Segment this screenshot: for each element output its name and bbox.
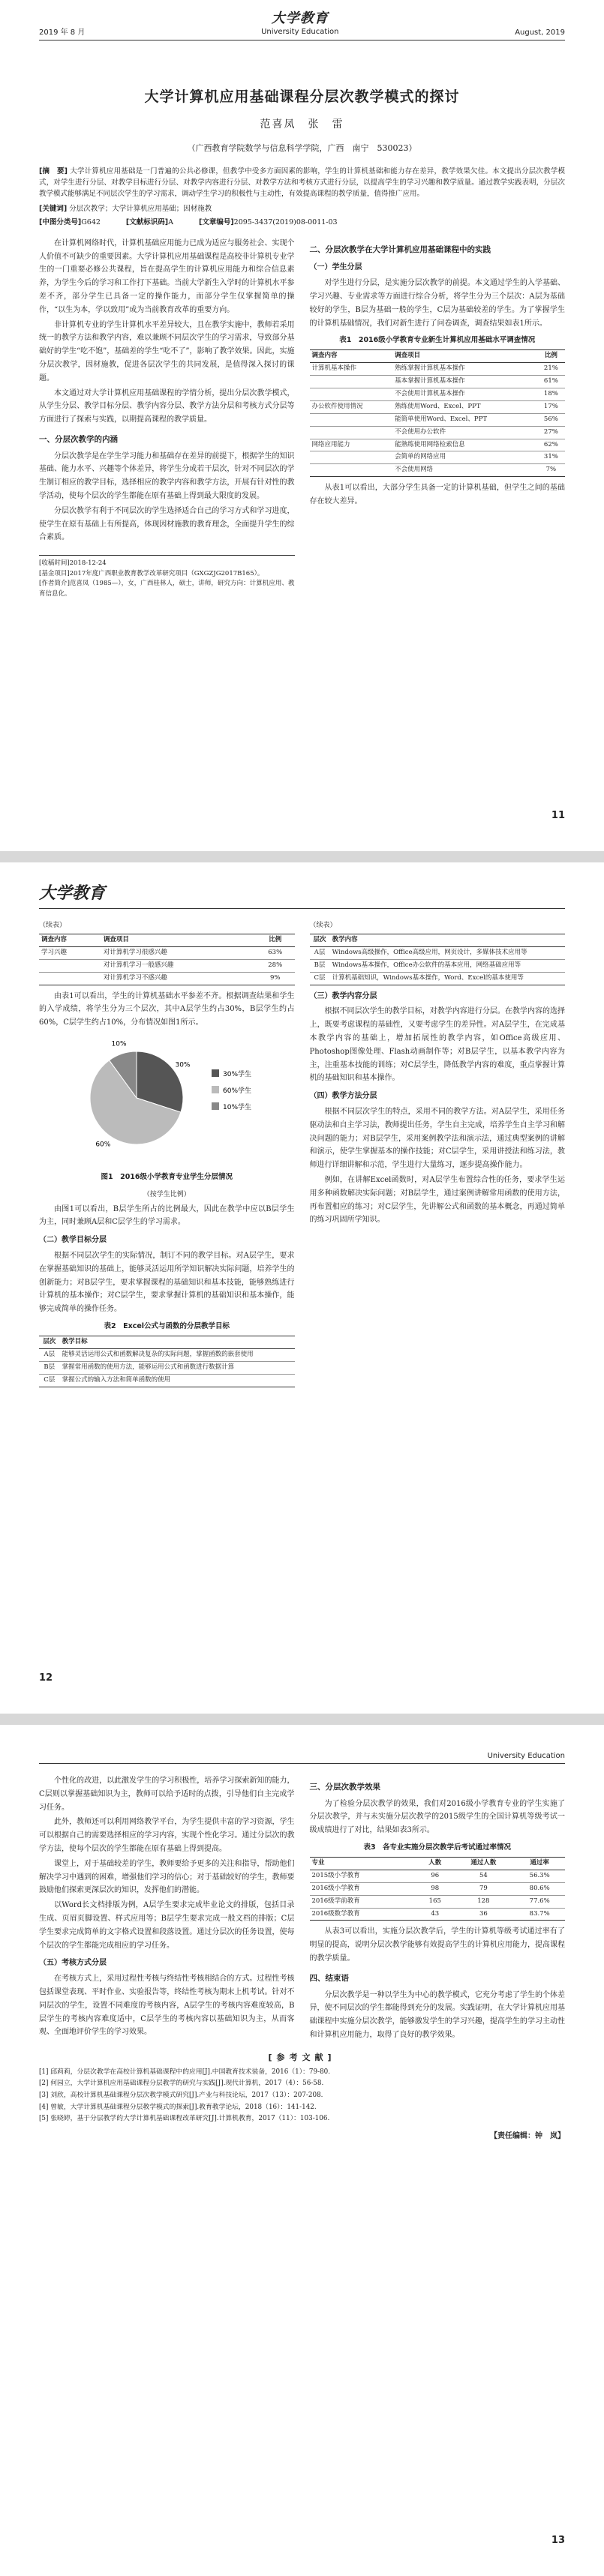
- table-cell: 不会使用计算机基本操作: [392, 388, 537, 401]
- table-cell: 56%: [537, 413, 565, 426]
- legend-swatch: [212, 1102, 219, 1110]
- abstract: [39, 166, 565, 200]
- legend-label: 60%学生: [223, 1087, 252, 1095]
- table-cell: 2015级小学教育: [310, 1870, 418, 1882]
- table-cell: 熟练使用Word、Excel、PPT: [392, 400, 537, 413]
- cls-label: [中图分类号]: [39, 217, 82, 226]
- table-header: 调查项目: [101, 934, 256, 947]
- table-cell: 会简单的网络应用: [392, 451, 537, 464]
- table-row: [39, 946, 295, 959]
- art-value: 2095-3437(2019)08-0011-03: [233, 217, 338, 226]
- table-row: [39, 1374, 295, 1387]
- paragraph: 从表3可以看出，实施分层次教学后，学生的计算机等级考试通过率有了明显的提高，说明分层次教学能够有效提高学生的计算机应用能力，提高课程的教学质量。: [309, 1927, 565, 1963]
- table-cell: 2016级数学教育: [310, 1908, 418, 1921]
- table-cell: B层: [310, 959, 330, 972]
- table-header: 通过率: [514, 1857, 565, 1870]
- table-header: 调查内容: [39, 934, 101, 947]
- page-3: [0, 1725, 604, 2576]
- paragraph: 由表1可以看出，学生的计算机基础水平参差不齐。根据调查结果和学生的入学成绩，将学生分为三个层次，其中A层学生约占30%，B层学生约占60%，C层学生约占10%，分布情况如图1所示。: [39, 991, 295, 1027]
- table-cell: Windows高级操作，Office高级应用，网页设计，多媒体技术应用等: [330, 946, 565, 959]
- table-cell: 28%: [256, 959, 295, 972]
- table-cell: 对计算机学习很感兴趣: [101, 946, 256, 959]
- table-cell: 17%: [537, 400, 565, 413]
- paragraph: 根据不同层次学生的教学目标，对教学内容进行分层。在教学内容的选择上，既要考虑课程的基础性，又要考虑学生的差异性。对A层学生，在完成基本教学内容的基础上，增加拓展性的教学内容，如Office高级应用、Photoshop图像处理、Flash动画制作等；对B层学生，以基本教学内容为主，注重基本技能的训练；对C层学生，降低教学内容的难度，重点掌握计算机的基础知识和基本操作。: [309, 1007, 565, 1083]
- footnotes: [39, 555, 295, 599]
- table-row: [39, 1361, 295, 1374]
- table-cell: 基本掌握计算机基本操作: [392, 376, 537, 388]
- reference-item: [2] 何园立，大学计算机应用基础课程分层教学的研究与实践[J].现代计算机，2017（4）：56-58.: [39, 2080, 324, 2088]
- table-cell: A层: [39, 1348, 60, 1361]
- table-cell: 对计算机学习不感兴趣: [101, 972, 256, 985]
- running-header: [39, 862, 565, 909]
- reference-item: [3] 刘欣，高校计算机基础课程分层次教学模式研究[J].产业与科技论坛，2017（13）：207-208.: [39, 2091, 323, 2099]
- paragraph: 分层次教学是在学生学习能力和基础存在差异的前提下，根据学生的知识基础、能力水平、兴趣等个体差异，将学生分成若干层次，针对不同层次的学生制订相应的教学目标，选择相应的教学内容和教学方法，开展有针对性的教学活动，使每个层次的学生都能在原有基础上得到最大限度的发展。: [39, 451, 295, 500]
- table-cell: 83.7%: [514, 1908, 565, 1921]
- table-cell: B层: [39, 1361, 60, 1374]
- content-table: [310, 934, 566, 985]
- table-cell: 61%: [537, 376, 565, 388]
- table-cell: 学习兴趣: [39, 946, 101, 959]
- table-cell: [39, 959, 101, 972]
- table-cell: [310, 426, 393, 439]
- issue-date: 2019 年 8 月: [39, 28, 86, 37]
- article-authors: 范喜凤 张 雷: [260, 118, 344, 130]
- page2-right-column: [310, 919, 566, 1387]
- table-row: [310, 388, 566, 401]
- paragraph: 个性化的改进，以此激发学生的学习积极性，培养学习探索新知的能力，C层则以掌握基础知识为主，教师可以给予适时的点拨，引导他们自主完成学习任务。: [39, 1777, 295, 1812]
- pie-caption: 图1 2016级小学教育专业学生分层情况: [101, 1172, 233, 1181]
- journal-logo: 大学教育: [271, 10, 329, 26]
- table-cell: 21%: [537, 363, 565, 376]
- abstract-label: [摘 要]: [39, 167, 68, 175]
- classification-row: [39, 216, 565, 226]
- table-cell: 18%: [537, 388, 565, 401]
- paragraph: 在计算机网络时代，计算机基础应用能力已成为适应与服务社会、实现个人价值不可缺少的重要因素。大学计算机应用基础课程是高校非计算机专业学生的一门重要必修公共课程，旨在提高学生的计算机应用能力和综合信息素养，为学生今后的学习和工作打下基础。当前大学新生入学时的计算机水平参差不齐，部分学生已具备一定的操作能力，而部分学生仅掌握简单的操作，“以生为本，学以致用”成为当前教育改革的重要方向。: [39, 238, 295, 314]
- table2: [39, 1336, 295, 1387]
- table-header: 调查内容: [310, 350, 393, 363]
- paragraph: 例如，在讲解Excel函数时，对A层学生布置综合性的任务，要求学生运用多种函数解决实际问题；对B层学生，通过案例讲解常用函数的使用方法，再布置相应的练习；对C层学生，先讲解公式和函数的基本概念，再通过简单的练习巩固所学知识。: [309, 1175, 565, 1225]
- doc-label: [文献标识码]: [125, 217, 169, 226]
- page-number: 12: [39, 1672, 53, 1684]
- pie-note: （按学生比例）: [143, 1190, 191, 1198]
- legend-swatch: [212, 1069, 219, 1077]
- table3-caption: 表3 各专业实施分层次教学后考试通过率情况: [363, 1843, 512, 1852]
- paragraph: 此外，教师还可以利用网络教学平台，为学生提供丰富的学习资源，学生可以根据自己的需要选择相应的学习内容，实现个性化学习。通过分层次的教学方法，使每个层次的学生都能在原有基础上得到提高。: [39, 1818, 295, 1853]
- table-cell: 98: [417, 1882, 452, 1895]
- paragraph: 课堂上，对于基础较差的学生，教师要给予更多的关注和指导，帮助他们解决学习中遇到的困难，增强他们学习的信心；对于基础较好的学生，教师要鼓励他们探索更深层次的知识，发挥他们的潜能。: [39, 1859, 295, 1895]
- responsible-editor: 【责任编辑：钟 岚】: [490, 2131, 565, 2140]
- table-cell: 2016级小学教育: [310, 1882, 418, 1895]
- table-continued-label: （续表）: [39, 922, 67, 929]
- table-continued-label: （续表）: [309, 922, 337, 929]
- table-row: [310, 451, 566, 464]
- subsection-heading: （五）考核方式分层: [39, 1959, 107, 1968]
- table-cell: 掌握公式的输入方法和简单函数的使用: [60, 1374, 295, 1387]
- table-row: [310, 1882, 566, 1895]
- cls-value: G642: [81, 217, 101, 226]
- table-cell: Windows基本操作，Office办公软件的基本应用，网络基础应用等: [330, 959, 565, 972]
- table-cell: 79: [452, 1882, 514, 1895]
- table-cell: 能简单使用Word、Excel、PPT: [392, 413, 537, 426]
- paragraph: 对学生进行分层，是实施分层次教学的前提。本文通过学生的入学基础、学习兴趣、专业需求等方面进行综合分析，将学生分为三个层次：A层为基础较好的学生，B层为基础一般的学生，C层为基础较差的学生。为了掌握学生的计算机基础情况，我们对新生进行了问卷调查，调查结果如表1所示。: [309, 279, 565, 328]
- legend-swatch: [212, 1086, 219, 1093]
- table1-caption: 表1 2016级小学教育专业新生计算机应用基础水平调查情况: [339, 336, 536, 345]
- section-heading: 一、分层次教学的内涵: [39, 434, 118, 444]
- table-header: 层次: [39, 1336, 60, 1348]
- table3: [310, 1857, 566, 1921]
- table-header: 调查项目: [392, 350, 537, 363]
- table-row: [39, 1348, 295, 1361]
- page-number: 13: [551, 2535, 565, 2546]
- table-cell: 9%: [256, 972, 295, 985]
- pie-chart: [39, 1034, 295, 1167]
- table-cell: [310, 464, 393, 477]
- table-cell: C层: [310, 972, 330, 985]
- paragraph: 非计算机专业的学生计算机水平差异较大，且在教学实施中，教师若采用统一的教学方法和教学内容，难以兼顾不同层次学生的学习需求，导致部分基础好的学生“吃不饱”，基础差的学生“吃不了”，影响了教学效果。因此，实施分层次教学，因材施教，促进各层次学生的共同发展，是值得深入探讨的课题。: [39, 320, 295, 382]
- table-cell: [310, 413, 393, 426]
- subsection-heading: （四）教学方法分层: [309, 1092, 377, 1101]
- journal-name-en: University Education: [261, 28, 339, 36]
- paragraph: 在考核方式上，采用过程性考核与终结性考核相结合的方式。过程性考核包括课堂表现、平时作业、实验报告等，终结性考核为期末上机考试。针对不同层次的学生，设置不同难度的考核内容，A层学生的考核内容难度较高，B层学生的考核内容难度适中，C层学生的考核内容以基础知识为主，从而客观、全面地评价学生的学习效果。: [39, 1975, 295, 2037]
- table-header: 人数: [417, 1857, 452, 1870]
- table-cell: 7%: [537, 464, 565, 477]
- table-row: [310, 400, 566, 413]
- paragraph: 分层次教学是一种以学生为中心的教学模式，它充分考虑了学生的个体差异，使不同层次的学生都能得到充分的发展。实践证明，在大学计算机应用基础课程中实施分层次教学，能够激发学生的学习兴趣，提高学生的学习主动性和计算机应用能力，取得了良好的教学效果。: [309, 1990, 565, 2039]
- table-row: [310, 426, 566, 439]
- reference-item: [1] 邱莉莉，分层次教学在高校计算机基础课程中的应用[J].中国教育技术装备，2016（1）：79-80.: [39, 2068, 331, 2076]
- table-row: [310, 376, 566, 388]
- table-cell: 96: [417, 1870, 452, 1882]
- legend-label: 10%学生: [223, 1103, 252, 1111]
- table-cell: 63%: [256, 946, 295, 959]
- pie-slice-label: 60%: [95, 1141, 111, 1149]
- section-heading: 四、结束语: [309, 1973, 349, 1983]
- subsection-heading: （一）学生分层: [309, 263, 362, 272]
- reference-item: [5] 张晓婷，基于分层教学的大学计算机基础课程改革研究[J].计算机教育，2017（11）：103-106.: [39, 2115, 330, 2123]
- article-affiliation: （广西教育学院数学与信息科学学院，广西 南宁 530023）: [187, 143, 417, 153]
- table-row: [310, 464, 566, 477]
- table-header: 通过人数: [452, 1857, 514, 1870]
- table-cell: 办公软件使用情况: [310, 400, 393, 413]
- abstract-text: 大学计算机应用基础是一门普遍的公共必修课，但教学中受多方面因素的影响，学生的计算机基础和能力存在差异，教学效果欠佳。本文提出分层次教学模式，对学生进行分层、对教学目标进行分层、对教学内容进行分层、对教学方法和考核方式进行分层，以提高学生的学习兴趣和教学质量。通过教学实践表明，分层次教学模式能够满足不同层次学生的学习需求，调动学生学习的积极性与主动性，有效提高课程的教学质量，值得推广应用。: [39, 167, 565, 199]
- table-cell: 不会使用办公软件: [392, 426, 537, 439]
- section-heading: 二、分层次教学在大学计算机应用基础课程中的实践: [309, 244, 491, 254]
- pie-chart-svg: [54, 1034, 279, 1162]
- footnote-fund: [基金项目]2017年度广西职业教育教学改革研究项目（GXGZJG2017B165）。: [39, 569, 264, 577]
- table-cell: 不会使用网络: [392, 464, 537, 477]
- page1-left-column: [39, 237, 295, 600]
- table-header: 教学内容: [330, 934, 565, 947]
- page3-right-column: [310, 1774, 566, 2044]
- art-label: [文章编号]: [198, 217, 234, 226]
- table-row: [310, 363, 566, 376]
- article-title: 大学计算机应用基础课程分层次教学模式的探讨: [144, 88, 460, 105]
- doc-value: A: [168, 217, 173, 226]
- subsection-heading: （二）教学目标分层: [39, 1236, 107, 1245]
- table-cell: 熟练掌握计算机基本操作: [392, 363, 537, 376]
- table-cell: 计算机基本操作: [310, 363, 393, 376]
- table-row: [310, 413, 566, 426]
- table-cell: 77.6%: [514, 1895, 565, 1908]
- table-cell: 165: [417, 1895, 452, 1908]
- legend-label: 30%学生: [223, 1070, 252, 1078]
- table-cell: 网络应用能力: [310, 439, 393, 451]
- table1: [310, 349, 566, 477]
- table-cell: 27%: [537, 426, 565, 439]
- table2-caption: 表2 Excel公式与函数的分层教学目标: [104, 1322, 230, 1331]
- page-1: [0, 0, 604, 851]
- table-cell: 31%: [537, 451, 565, 464]
- journal-logo: 大学教育: [39, 883, 106, 903]
- table-header: 比例: [537, 350, 565, 363]
- table-row: [39, 972, 295, 985]
- keywords-label: [关键词]: [39, 204, 68, 213]
- paragraph: 从表1可以看出，大部分学生具备一定的计算机基础，但学生之间的基础存在较大差异。: [309, 484, 565, 506]
- reference-item: [4] 曾敏，大学计算机基础课程分层教学模式的探索[J].教育教学论坛，2018（16）：141-142.: [39, 2103, 317, 2111]
- pie-slice-label: 10%: [111, 1040, 127, 1048]
- table-cell: [310, 451, 393, 464]
- page3-left-column: [39, 1774, 295, 2044]
- table-row: [310, 1908, 566, 1921]
- table-cell: C层: [39, 1374, 60, 1387]
- table-header: 层次: [310, 934, 330, 947]
- paragraph: 本文通过对大学计算机应用基础课程的学情分析，提出分层次教学模式，从学生分层、教学目标分层、教学内容分层、教学方法分层和考核方式分层等方面进行了探索与实践，以期提高课程的教学质量。: [39, 388, 295, 424]
- footnote-received: [收稿时间]2018-12-24: [39, 559, 107, 568]
- table1-continued: [39, 934, 295, 985]
- paragraph: 根据不同层次学生的特点，采用不同的教学方法。对A层学生，采用任务驱动法和自主学习法，教师提出任务，学生自主完成，培养学生自主学习和解决问题的能力；对B层学生，采用案例教学法和演示法，通过典型案例的讲解和演示，使学生掌握基本的操作技能；对C层学生，采用讲授法和练习法，教师进行详细讲解和示范，学生进行大量练习，逐步提高操作能力。: [309, 1107, 565, 1170]
- table-row: [310, 1895, 566, 1908]
- paragraph: 根据不同层次学生的实际情况，制订不同的教学目标。对A层学生，要求在掌握基础知识的基础上，能够灵活运用所学知识解决实际问题，培养学生的创新能力；对B层学生，要求掌握课程的基础知识和基本技能，能够熟练进行计算机的基本操作；对C层学生，要求掌握计算机的基础知识和基本操作，能够完成简单的操作任务。: [39, 1252, 295, 1314]
- section-heading: 三、分层次教学效果: [309, 1783, 380, 1792]
- running-header: [39, 1725, 565, 1764]
- paragraph: 以Word长文档排版为例，A层学生要求完成毕业论文的排版，包括目录生成、页眉页脚设置、样式应用等；B层学生要求完成一般文档的排版；C层学生要求完成简单的文字格式设置和段落设置。通过分层次的任务设置，使每个层次的学生都能完成相应的学习任务。: [39, 1901, 295, 1950]
- table-cell: 能熟练使用网络检索信息: [392, 439, 537, 451]
- paragraph: 为了检验分层次教学的效果，我们对2016级小学教育专业的学生实施了分层次教学，并与未实施分层次教学的2015级学生的全国计算机等级考试一级成绩进行了对比，结果如表3所示。: [309, 1799, 565, 1835]
- subsection-heading: （三）教学内容分层: [309, 991, 377, 1000]
- table-cell: [310, 376, 393, 388]
- running-header: [39, 0, 565, 40]
- table-row: [310, 1870, 566, 1882]
- table-row: [310, 959, 566, 972]
- table-row: [39, 959, 295, 972]
- page1-right-column: [310, 237, 566, 600]
- journal-name-en: University Education: [487, 1752, 565, 1760]
- table-cell: 56.3%: [514, 1870, 565, 1882]
- table-cell: 36: [452, 1908, 514, 1921]
- table-cell: A层: [310, 946, 330, 959]
- footnote-author: [作者简介]范喜凤（1985—），女，广西桂林人，硕士，讲师，研究方向：计算机应用、教育信息化。: [39, 580, 295, 598]
- references-list: [39, 2068, 565, 2125]
- table-cell: 43: [417, 1908, 452, 1921]
- pie-slice-label: 30%: [175, 1061, 191, 1069]
- table-cell: [39, 972, 101, 985]
- paragraph: 分层次教学有利于不同层次的学生选择适合自己的学习方式和学习进度，使学生在原有基础上有所提高，体现因材施教的教育理念，全面提升学生的综合素质。: [39, 506, 295, 542]
- table-cell: 对计算机学习一般感兴趣: [101, 959, 256, 972]
- table-header: 教学目标: [60, 1336, 295, 1348]
- table-cell: 掌握常用函数的使用方法，能够运用公式和函数进行数据计算: [60, 1361, 295, 1374]
- page-2: [0, 862, 604, 1714]
- table-header: 专业: [310, 1857, 418, 1870]
- table-row: [310, 439, 566, 451]
- table-cell: 54: [452, 1870, 514, 1882]
- references-heading: [参考文献]: [268, 2052, 336, 2062]
- table-header: 比例: [256, 934, 295, 947]
- table-cell: 计算机基础知识，Windows基本操作，Word、Excel的基本使用等: [330, 972, 565, 985]
- page2-left-column: [39, 919, 295, 1387]
- table-cell: [310, 388, 393, 401]
- issue-date-en: August, 2019: [515, 28, 565, 37]
- table-row: [310, 972, 566, 985]
- table-cell: 62%: [537, 439, 565, 451]
- paragraph: 由图1可以看出，B层学生所占的比例最大，因此在教学中应以B层学生为主，同时兼顾A层和C层学生的学习需求。: [39, 1204, 295, 1227]
- table-cell: 80.6%: [514, 1882, 565, 1895]
- keywords-text: 分层次教学；大学计算机应用基础；因材施教: [69, 204, 212, 213]
- table-cell: 128: [452, 1895, 514, 1908]
- keywords: [39, 203, 565, 214]
- table-cell: 2016级学前教育: [310, 1895, 418, 1908]
- table-row: [310, 946, 566, 959]
- table-cell: 能够灵活运用公式和函数解决复杂的实际问题，掌握函数的嵌套使用: [60, 1348, 295, 1361]
- page-number: 11: [551, 810, 565, 821]
